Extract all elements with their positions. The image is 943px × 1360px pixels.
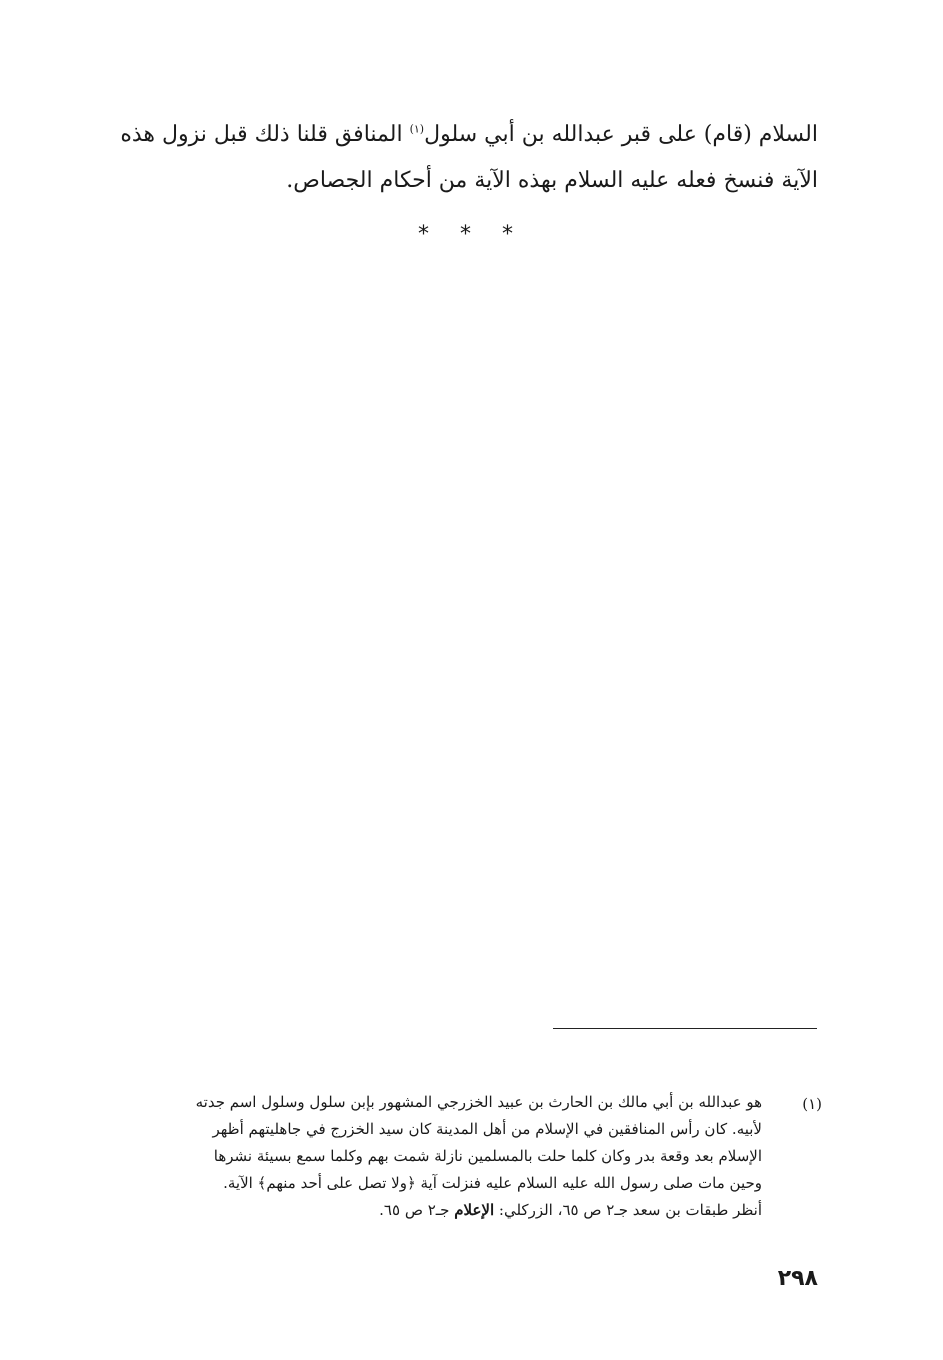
footnote-citation-end: جـ٢ ص ٦٥.: [379, 1201, 455, 1219]
footnote: [122, 1089, 822, 1224]
footnote-body: [122, 1089, 762, 1224]
main-text-line-1: السلام (قام) على قبر عبدالله بن أبي سلول: [424, 122, 818, 147]
footnote-line-4: وحين مات صلى رسول الله عليه السلام عليه فنزلت آية ﴿ولا تصل على أحد منهم﴾ الآية.: [223, 1174, 762, 1192]
page-number: ٢٩٨: [777, 1266, 818, 1291]
footnote-citation: أنظر طبقات بن سعد جـ٢ ص ٦٥، الزركلي:: [494, 1201, 762, 1219]
main-text-line-2: الآية فنسخ فعله عليه السلام بهذه الآية من أحكام الجصاص.: [286, 168, 818, 193]
main-text: [112, 112, 818, 204]
footnote-marker: (١): [802, 1095, 822, 1113]
footnote-line-3: الإسلام بعد وقعة بدر وكان كلما حلت بالمسلمين نازلة شمت بهم وكلما سمع بسيئة نشرها: [213, 1147, 762, 1165]
main-text-line-1-cont: المنافق قلنا ذلك قبل نزول هذه: [120, 122, 410, 147]
footnote-divider: [553, 1028, 817, 1029]
footnote-reference: (١): [409, 122, 425, 136]
footnote-citation-title: الإعلام: [454, 1201, 495, 1219]
footnote-line-2: لأبيه. كان رأس المنافقين في الإسلام من أهل المدينة كان سيد الخزرج في جاهليتهم أظهر: [212, 1120, 762, 1138]
section-separator: * * *: [418, 222, 525, 247]
footnote-line-1: هو عبدالله بن أبي مالك بن الحارث بن عبيد الخزرجي المشهور بإبن سلول وسلول اسم جدته: [195, 1093, 762, 1111]
footnote-line-5: [122, 1197, 762, 1224]
main-text-line: [112, 112, 818, 158]
